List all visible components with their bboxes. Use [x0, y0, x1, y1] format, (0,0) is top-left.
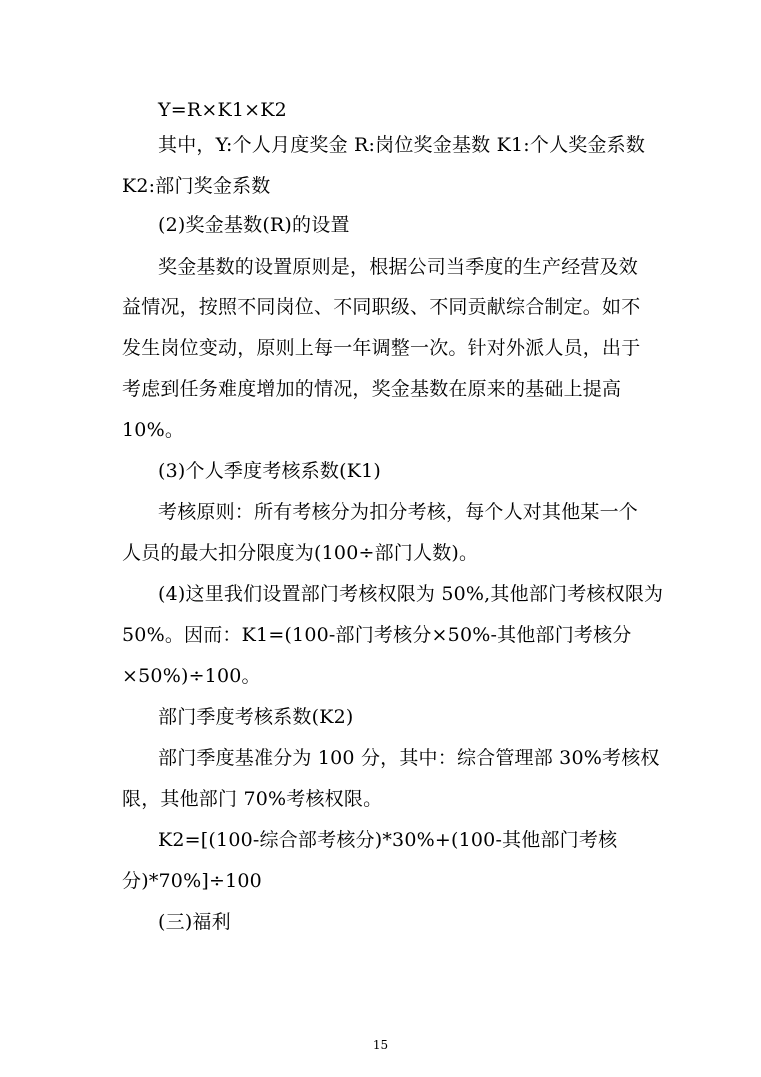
paragraph-line: 考虑到任务难度增加的情况，奖金基数在原来的基础上提高 — [122, 378, 622, 400]
section-heading-welfare: (三)福利 — [158, 911, 231, 933]
paragraph-line: 10%。 — [122, 419, 185, 441]
page-number: 15 — [372, 1038, 389, 1052]
formula-k2-cont: 分)*70%]÷100 — [122, 870, 262, 892]
paragraph-line: 奖金基数的设置原则是，根据公司当季度的生产经营及效 — [158, 256, 639, 278]
section-heading-k1: (3)个人季度考核系数(K1) — [158, 460, 382, 482]
section-heading-bonus-base: (2)奖金基数(R)的设置 — [158, 214, 350, 236]
paragraph-line: 益情况，按照不同岗位、不同职级、不同贡献综合制定。如不 — [122, 296, 641, 318]
paragraph-line: 人员的最大扣分限度为(100÷部门人数)。 — [122, 542, 479, 564]
section-heading-k2: 部门季度考核系数(K2) — [158, 706, 354, 728]
paragraph-line: 部门季度基准分为 100 分，其中：综合管理部 30%考核权 — [158, 747, 660, 769]
paragraph-line: 考核原则：所有考核分为扣分考核，每个人对其他某一个 — [158, 501, 639, 523]
formula-definitions-cont: K2:部门奖金系数 — [122, 175, 271, 197]
paragraph-line: (4)这里我们设置部门考核权限为 50%,其他部门考核权限为 — [158, 583, 664, 605]
paragraph-line: 限，其他部门 70%考核权限。 — [122, 788, 383, 810]
formula-k2: K2=[(100-综合部考核分)*30%+(100-其他部门考核 — [158, 829, 618, 851]
paragraph-line: 发生岗位变动，原则上每一年调整一次。针对外派人员，出于 — [122, 337, 641, 359]
formula-y: Y=R×K1×K2 — [158, 99, 287, 121]
paragraph-line: 50%。因而：K1=(100-部门考核分×50%-其他部门考核分 — [122, 624, 632, 646]
formula-definitions: 其中，Y:个人月度奖金 R:岗位奖金基数 K1:个人奖金系数 — [158, 134, 646, 156]
paragraph-line: ×50%)÷100。 — [122, 665, 261, 687]
